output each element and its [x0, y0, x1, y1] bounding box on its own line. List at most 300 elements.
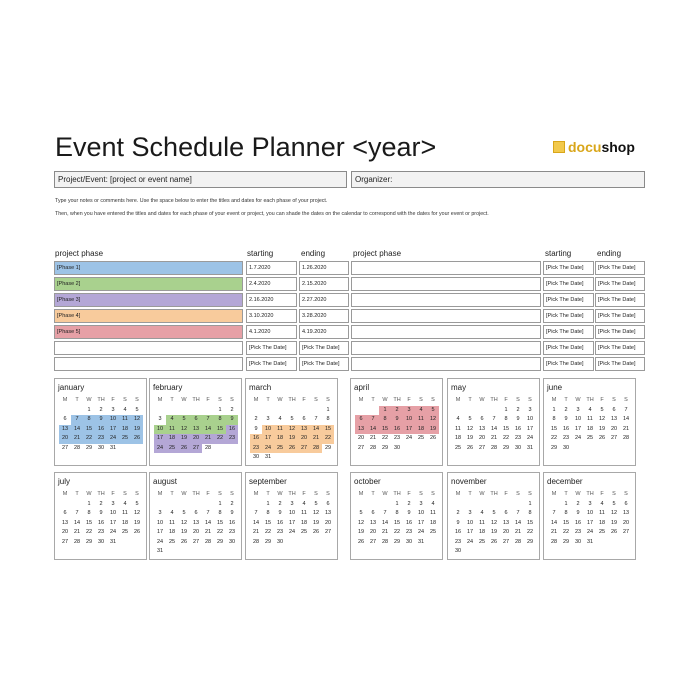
- day-cell[interactable]: 23: [562, 435, 570, 441]
- day-cell[interactable]: 18: [274, 434, 286, 444]
- day-cell[interactable]: 6: [63, 416, 67, 422]
- day-cell[interactable]: 10: [403, 415, 415, 425]
- phase-name-field[interactable]: [Phase 2]: [54, 277, 243, 291]
- day-cell[interactable]: 30: [228, 538, 236, 545]
- day-cell[interactable]: 14: [381, 519, 389, 526]
- day-cell[interactable]: 30: [393, 444, 401, 451]
- day-cell[interactable]: 26: [357, 538, 365, 545]
- day-cell[interactable]: 14: [202, 425, 214, 435]
- day-cell[interactable]: 17: [156, 529, 164, 535]
- day-cell[interactable]: 22: [322, 434, 334, 444]
- organizer-field[interactable]: Organizer:: [351, 171, 645, 188]
- day-cell[interactable]: 9: [391, 415, 403, 425]
- phase-end-date-field[interactable]: [Pick The Date]: [299, 357, 349, 371]
- day-cell[interactable]: 6: [612, 406, 616, 413]
- day-cell[interactable]: 15: [322, 425, 334, 435]
- day-cell[interactable]: 17: [262, 434, 274, 444]
- day-cell[interactable]: 29: [85, 444, 93, 451]
- day-cell[interactable]: 31: [586, 538, 594, 545]
- day-cell[interactable]: 9: [99, 510, 103, 516]
- day-cell[interactable]: 9: [95, 415, 107, 425]
- day-cell[interactable]: 23: [574, 529, 582, 535]
- day-cell[interactable]: 12: [131, 415, 143, 425]
- day-cell[interactable]: 2: [278, 500, 282, 507]
- day-cell[interactable]: 21: [550, 529, 558, 535]
- day-cell[interactable]: 10: [107, 415, 119, 425]
- day-cell[interactable]: 1: [218, 406, 222, 413]
- day-cell[interactable]: 18: [415, 425, 427, 435]
- day-cell[interactable]: 28: [252, 538, 260, 545]
- day-cell[interactable]: 22: [562, 529, 570, 535]
- day-cell[interactable]: 11: [301, 510, 307, 516]
- day-cell[interactable]: 11: [587, 416, 593, 422]
- day-cell[interactable]: 25: [454, 444, 462, 451]
- day-cell[interactable]: 30: [454, 548, 462, 554]
- day-cell[interactable]: 17: [109, 519, 117, 526]
- day-cell[interactable]: 29: [381, 444, 389, 451]
- day-cell[interactable]: 12: [286, 425, 298, 435]
- day-cell[interactable]: 4: [600, 500, 604, 507]
- day-cell[interactable]: 13: [61, 519, 69, 526]
- day-cell[interactable]: 7: [383, 510, 387, 516]
- day-cell[interactable]: 6: [326, 500, 330, 507]
- day-cell[interactable]: 16: [97, 519, 105, 526]
- day-cell[interactable]: 7: [492, 416, 496, 422]
- day-cell[interactable]: 14: [310, 425, 322, 435]
- day-cell[interactable]: 24: [466, 538, 474, 545]
- day-cell[interactable]: 5: [468, 416, 472, 422]
- day-cell[interactable]: 15: [562, 519, 570, 526]
- day-cell[interactable]: 11: [430, 510, 436, 516]
- day-cell[interactable]: 7: [552, 510, 556, 516]
- day-cell[interactable]: 1: [379, 406, 391, 416]
- day-cell[interactable]: 18: [429, 519, 437, 526]
- day-cell[interactable]: 2: [516, 406, 520, 413]
- day-cell[interactable]: 27: [192, 538, 200, 545]
- day-cell[interactable]: 4: [302, 500, 306, 507]
- day-cell[interactable]: 18: [119, 425, 131, 435]
- day-cell[interactable]: 2: [254, 416, 258, 422]
- phase-name-field[interactable]: [Phase 4]: [54, 309, 243, 323]
- day-cell[interactable]: 31: [109, 444, 117, 451]
- day-cell[interactable]: 1: [326, 406, 330, 413]
- day-cell[interactable]: 16: [405, 519, 413, 526]
- day-cell[interactable]: 7: [206, 510, 210, 516]
- phase-end-date-field[interactable]: [Pick The Date]: [299, 341, 349, 355]
- day-cell[interactable]: 1: [528, 500, 532, 507]
- day-cell[interactable]: 21: [310, 434, 322, 444]
- day-cell[interactable]: 21: [490, 435, 498, 441]
- day-cell[interactable]: 3: [266, 416, 270, 422]
- day-cell[interactable]: 29: [550, 444, 558, 451]
- day-cell[interactable]: 5: [314, 500, 318, 507]
- day-cell[interactable]: 4: [456, 416, 460, 422]
- day-cell[interactable]: 6: [194, 510, 198, 516]
- day-cell[interactable]: 17: [403, 425, 415, 435]
- day-cell[interactable]: 31: [417, 538, 425, 545]
- day-cell[interactable]: 28: [514, 538, 522, 545]
- day-cell[interactable]: 3: [528, 406, 532, 413]
- day-cell[interactable]: 28: [73, 538, 81, 545]
- day-cell[interactable]: 29: [216, 538, 224, 545]
- day-cell[interactable]: 30: [562, 444, 570, 451]
- day-cell[interactable]: 28: [490, 444, 498, 451]
- phase-end-date-field[interactable]: [Pick The Date]: [595, 325, 645, 339]
- day-cell[interactable]: 23: [95, 434, 107, 444]
- day-cell[interactable]: 5: [135, 406, 139, 413]
- day-cell[interactable]: 8: [379, 415, 391, 425]
- day-cell[interactable]: 14: [367, 425, 379, 435]
- day-cell[interactable]: 18: [168, 529, 176, 535]
- day-cell[interactable]: 23: [228, 529, 236, 535]
- day-cell[interactable]: 7: [254, 510, 258, 516]
- day-cell[interactable]: 27: [478, 444, 486, 451]
- day-cell[interactable]: 11: [169, 519, 175, 526]
- day-cell[interactable]: 11: [166, 425, 178, 435]
- day-cell[interactable]: 31: [526, 444, 534, 451]
- day-cell[interactable]: 2: [391, 406, 403, 416]
- day-cell[interactable]: 9: [278, 510, 282, 516]
- day-cell[interactable]: 10: [526, 416, 534, 422]
- day-cell[interactable]: 8: [218, 510, 222, 516]
- day-cell[interactable]: 24: [417, 529, 425, 535]
- day-cell[interactable]: 2: [456, 510, 460, 516]
- day-cell[interactable]: 25: [417, 435, 425, 441]
- day-cell[interactable]: 26: [466, 444, 474, 451]
- day-cell[interactable]: 25: [586, 435, 594, 441]
- day-cell[interactable]: 12: [490, 519, 498, 526]
- day-cell[interactable]: 10: [574, 416, 582, 422]
- phase-start-date-field[interactable]: [Pick The Date]: [543, 277, 594, 291]
- day-cell[interactable]: 15: [550, 425, 558, 432]
- day-cell[interactable]: 24: [109, 529, 117, 535]
- day-cell[interactable]: 8: [504, 416, 508, 422]
- day-cell[interactable]: 3: [111, 500, 115, 507]
- day-cell[interactable]: 29: [502, 444, 510, 451]
- day-cell[interactable]: 24: [107, 434, 119, 444]
- project-event-field[interactable]: Project/Event: [project or event name]: [54, 171, 347, 188]
- day-cell[interactable]: 19: [133, 519, 141, 526]
- day-cell[interactable]: 6: [355, 415, 367, 425]
- day-cell[interactable]: 1: [218, 500, 222, 507]
- day-cell[interactable]: 12: [178, 425, 190, 435]
- day-cell[interactable]: 19: [598, 425, 606, 432]
- day-cell[interactable]: 13: [355, 425, 367, 435]
- day-cell[interactable]: 28: [550, 538, 558, 545]
- phase-start-date-field[interactable]: [Pick The Date]: [543, 325, 594, 339]
- day-cell[interactable]: 27: [298, 444, 310, 454]
- day-cell[interactable]: 25: [121, 529, 129, 535]
- day-cell[interactable]: 29: [393, 538, 401, 545]
- day-cell[interactable]: 22: [526, 529, 534, 535]
- day-cell[interactable]: 5: [135, 500, 139, 507]
- phase-start-date-field[interactable]: [Pick The Date]: [543, 293, 594, 307]
- day-cell[interactable]: 2: [230, 406, 234, 413]
- phase-name-field[interactable]: [351, 309, 541, 323]
- phase-name-field[interactable]: [Phase 3]: [54, 293, 243, 307]
- phase-name-field[interactable]: [351, 325, 541, 339]
- day-cell[interactable]: 12: [610, 510, 618, 516]
- phase-start-date-field[interactable]: [Pick The Date]: [543, 357, 594, 371]
- day-cell[interactable]: 10: [156, 519, 164, 526]
- day-cell[interactable]: 26: [180, 538, 188, 545]
- day-cell[interactable]: 17: [417, 519, 425, 526]
- phase-name-field[interactable]: [54, 341, 243, 355]
- day-cell[interactable]: 13: [369, 519, 377, 526]
- day-cell[interactable]: 25: [274, 444, 286, 454]
- day-cell[interactable]: 21: [204, 529, 212, 535]
- day-cell[interactable]: 12: [180, 519, 188, 526]
- day-cell[interactable]: 16: [514, 425, 522, 432]
- day-cell[interactable]: 16: [228, 519, 236, 526]
- day-cell[interactable]: 18: [300, 519, 308, 526]
- day-cell[interactable]: 7: [624, 406, 628, 413]
- phase-end-date-field[interactable]: [Pick The Date]: [595, 309, 645, 323]
- phase-name-field[interactable]: [351, 261, 541, 275]
- day-cell[interactable]: 29: [264, 538, 272, 545]
- day-cell[interactable]: 4: [480, 510, 484, 516]
- day-cell[interactable]: 11: [274, 425, 286, 435]
- day-cell[interactable]: 23: [97, 529, 105, 535]
- day-cell[interactable]: 5: [492, 510, 496, 516]
- day-cell[interactable]: 24: [526, 435, 534, 441]
- day-cell[interactable]: 16: [226, 425, 238, 435]
- day-cell[interactable]: 7: [202, 415, 214, 425]
- day-cell[interactable]: 14: [490, 425, 498, 432]
- day-cell[interactable]: 17: [288, 519, 296, 526]
- day-cell[interactable]: 14: [71, 425, 83, 435]
- day-cell[interactable]: 23: [393, 435, 401, 441]
- day-cell[interactable]: 3: [419, 500, 423, 507]
- day-cell[interactable]: 30: [97, 538, 105, 545]
- day-cell[interactable]: 11: [479, 519, 485, 526]
- phase-end-date-field[interactable]: 3.28.2020: [299, 309, 349, 323]
- day-cell[interactable]: 20: [502, 529, 510, 535]
- day-cell[interactable]: 20: [324, 519, 332, 526]
- phase-end-date-field[interactable]: [Pick The Date]: [595, 277, 645, 291]
- phase-start-date-field[interactable]: 1.7.2020: [246, 261, 297, 275]
- day-cell[interactable]: 7: [314, 416, 318, 422]
- phase-start-date-field[interactable]: 3.10.2020: [246, 309, 297, 323]
- day-cell[interactable]: 22: [264, 529, 272, 535]
- day-cell[interactable]: 11: [455, 425, 461, 432]
- day-cell[interactable]: 20: [478, 435, 486, 441]
- day-cell[interactable]: 26: [610, 529, 618, 535]
- day-cell[interactable]: 8: [552, 416, 556, 422]
- phase-name-field[interactable]: [Phase 5]: [54, 325, 243, 339]
- day-cell[interactable]: 3: [111, 406, 115, 413]
- day-cell[interactable]: 18: [166, 434, 178, 444]
- day-cell[interactable]: 12: [598, 416, 606, 422]
- day-cell[interactable]: 12: [133, 510, 141, 516]
- day-cell[interactable]: 15: [216, 519, 224, 526]
- day-cell[interactable]: 24: [262, 444, 274, 454]
- day-cell[interactable]: 10: [466, 519, 474, 526]
- day-cell[interactable]: 21: [202, 434, 214, 444]
- day-cell[interactable]: 23: [226, 434, 238, 444]
- day-cell[interactable]: 3: [158, 416, 162, 422]
- phase-end-date-field[interactable]: [Pick The Date]: [595, 293, 645, 307]
- day-cell[interactable]: 29: [85, 538, 93, 545]
- day-cell[interactable]: 8: [87, 510, 91, 516]
- day-cell[interactable]: 20: [190, 434, 202, 444]
- day-cell[interactable]: 4: [278, 416, 282, 422]
- day-cell[interactable]: 29: [324, 444, 332, 451]
- day-cell[interactable]: 28: [310, 444, 322, 454]
- phase-start-date-field[interactable]: 4.1.2020: [246, 325, 297, 339]
- day-cell[interactable]: 20: [357, 435, 365, 441]
- day-cell[interactable]: 6: [624, 500, 628, 507]
- day-cell[interactable]: 27: [502, 538, 510, 545]
- day-cell[interactable]: 20: [622, 519, 630, 526]
- day-cell[interactable]: 15: [502, 425, 510, 432]
- day-cell[interactable]: 1: [87, 406, 91, 413]
- day-cell[interactable]: 27: [190, 444, 202, 454]
- day-cell[interactable]: 31: [264, 454, 272, 460]
- day-cell[interactable]: 25: [429, 529, 437, 535]
- day-cell[interactable]: 21: [73, 529, 81, 535]
- day-cell[interactable]: 17: [586, 519, 594, 526]
- day-cell[interactable]: 28: [73, 444, 81, 451]
- day-cell[interactable]: 18: [598, 519, 606, 526]
- day-cell[interactable]: 17: [574, 425, 582, 432]
- day-cell[interactable]: 21: [622, 425, 630, 432]
- day-cell[interactable]: 2: [230, 500, 234, 507]
- day-cell[interactable]: 19: [312, 519, 320, 526]
- day-cell[interactable]: 1: [87, 500, 91, 507]
- day-cell[interactable]: 25: [166, 444, 178, 454]
- day-cell[interactable]: 4: [431, 500, 435, 507]
- day-cell[interactable]: 27: [369, 538, 377, 545]
- day-cell[interactable]: 14: [204, 519, 212, 526]
- day-cell[interactable]: 15: [85, 519, 93, 526]
- phase-name-field[interactable]: [351, 341, 541, 355]
- day-cell[interactable]: 10: [262, 425, 274, 435]
- day-cell[interactable]: 12: [466, 425, 474, 432]
- day-cell[interactable]: 13: [478, 425, 486, 432]
- day-cell[interactable]: 15: [83, 425, 95, 435]
- day-cell[interactable]: 3: [403, 406, 415, 416]
- day-cell[interactable]: 4: [170, 510, 174, 516]
- day-cell[interactable]: 14: [514, 519, 522, 526]
- day-cell[interactable]: 20: [369, 529, 377, 535]
- day-cell[interactable]: 3: [158, 510, 162, 516]
- day-cell[interactable]: 21: [252, 529, 260, 535]
- day-cell[interactable]: 10: [288, 510, 296, 516]
- day-cell[interactable]: 16: [562, 425, 570, 432]
- day-cell[interactable]: 5: [612, 500, 616, 507]
- phase-name-field[interactable]: [54, 357, 243, 371]
- day-cell[interactable]: 22: [216, 529, 224, 535]
- day-cell[interactable]: 23: [454, 538, 462, 545]
- day-cell[interactable]: 5: [178, 415, 190, 425]
- phase-start-date-field[interactable]: [Pick The Date]: [543, 341, 594, 355]
- phase-start-date-field[interactable]: [Pick The Date]: [246, 357, 297, 371]
- day-cell[interactable]: 14: [252, 519, 260, 526]
- day-cell[interactable]: 24: [156, 538, 164, 545]
- day-cell[interactable]: 27: [357, 444, 365, 451]
- day-cell[interactable]: 9: [456, 519, 460, 526]
- day-cell[interactable]: 26: [133, 529, 141, 535]
- day-cell[interactable]: 18: [121, 519, 129, 526]
- phase-start-date-field[interactable]: [Pick The Date]: [246, 341, 297, 355]
- day-cell[interactable]: 10: [417, 510, 425, 516]
- day-cell[interactable]: 1: [552, 406, 556, 413]
- day-cell[interactable]: 11: [415, 415, 427, 425]
- day-cell[interactable]: 23: [276, 529, 284, 535]
- day-cell[interactable]: 20: [298, 434, 310, 444]
- day-cell[interactable]: 19: [490, 529, 498, 535]
- day-cell[interactable]: 13: [324, 510, 332, 516]
- phase-start-date-field[interactable]: [Pick The Date]: [543, 309, 594, 323]
- phase-name-field[interactable]: [351, 293, 541, 307]
- day-cell[interactable]: 8: [83, 415, 95, 425]
- day-cell[interactable]: 26: [490, 538, 498, 545]
- day-cell[interactable]: 4: [166, 415, 178, 425]
- day-cell[interactable]: 15: [379, 425, 391, 435]
- day-cell[interactable]: 4: [588, 406, 592, 413]
- day-cell[interactable]: 8: [395, 510, 399, 516]
- day-cell[interactable]: 22: [550, 435, 558, 441]
- phase-end-date-field[interactable]: [Pick The Date]: [595, 341, 645, 355]
- day-cell[interactable]: 9: [564, 416, 568, 422]
- day-cell[interactable]: 20: [59, 434, 71, 444]
- day-cell[interactable]: 19: [131, 425, 143, 435]
- day-cell[interactable]: 22: [214, 434, 226, 444]
- day-cell[interactable]: 17: [466, 529, 474, 535]
- day-cell[interactable]: 9: [254, 425, 258, 432]
- day-cell[interactable]: 2: [576, 500, 580, 507]
- day-cell[interactable]: 15: [526, 519, 534, 526]
- day-cell[interactable]: 21: [514, 529, 522, 535]
- day-cell[interactable]: 27: [61, 444, 69, 451]
- day-cell[interactable]: 31: [156, 548, 164, 554]
- day-cell[interactable]: 30: [276, 538, 284, 545]
- phase-start-date-field[interactable]: [Pick The Date]: [543, 261, 594, 275]
- day-cell[interactable]: 24: [288, 529, 296, 535]
- day-cell[interactable]: 7: [75, 510, 79, 516]
- day-cell[interactable]: 11: [599, 510, 605, 516]
- day-cell[interactable]: 9: [516, 416, 520, 422]
- day-cell[interactable]: 10: [154, 425, 166, 435]
- phase-name-field[interactable]: [351, 357, 541, 371]
- day-cell[interactable]: 9: [407, 510, 411, 516]
- day-cell[interactable]: 19: [178, 434, 190, 444]
- day-cell[interactable]: 10: [109, 510, 117, 516]
- day-cell[interactable]: 19: [357, 529, 365, 535]
- day-cell[interactable]: 30: [574, 538, 582, 545]
- phase-start-date-field[interactable]: 2.4.2020: [246, 277, 297, 291]
- day-cell[interactable]: 13: [610, 416, 618, 422]
- day-cell[interactable]: 9: [230, 510, 234, 516]
- day-cell[interactable]: 21: [381, 529, 389, 535]
- phase-end-date-field[interactable]: [Pick The Date]: [595, 261, 645, 275]
- day-cell[interactable]: 17: [526, 425, 534, 432]
- day-cell[interactable]: 25: [598, 529, 606, 535]
- day-cell[interactable]: 20: [61, 529, 69, 535]
- phase-name-field[interactable]: [Phase 1]: [54, 261, 243, 275]
- day-cell[interactable]: 1: [395, 500, 399, 507]
- day-cell[interactable]: 22: [85, 529, 93, 535]
- day-cell[interactable]: 11: [122, 510, 128, 516]
- day-cell[interactable]: 4: [415, 406, 427, 416]
- day-cell[interactable]: 13: [622, 510, 630, 516]
- day-cell[interactable]: 8: [564, 510, 568, 516]
- day-cell[interactable]: 12: [427, 415, 439, 425]
- day-cell[interactable]: 4: [123, 500, 127, 507]
- day-cell[interactable]: 16: [574, 519, 582, 526]
- day-cell[interactable]: 21: [71, 434, 83, 444]
